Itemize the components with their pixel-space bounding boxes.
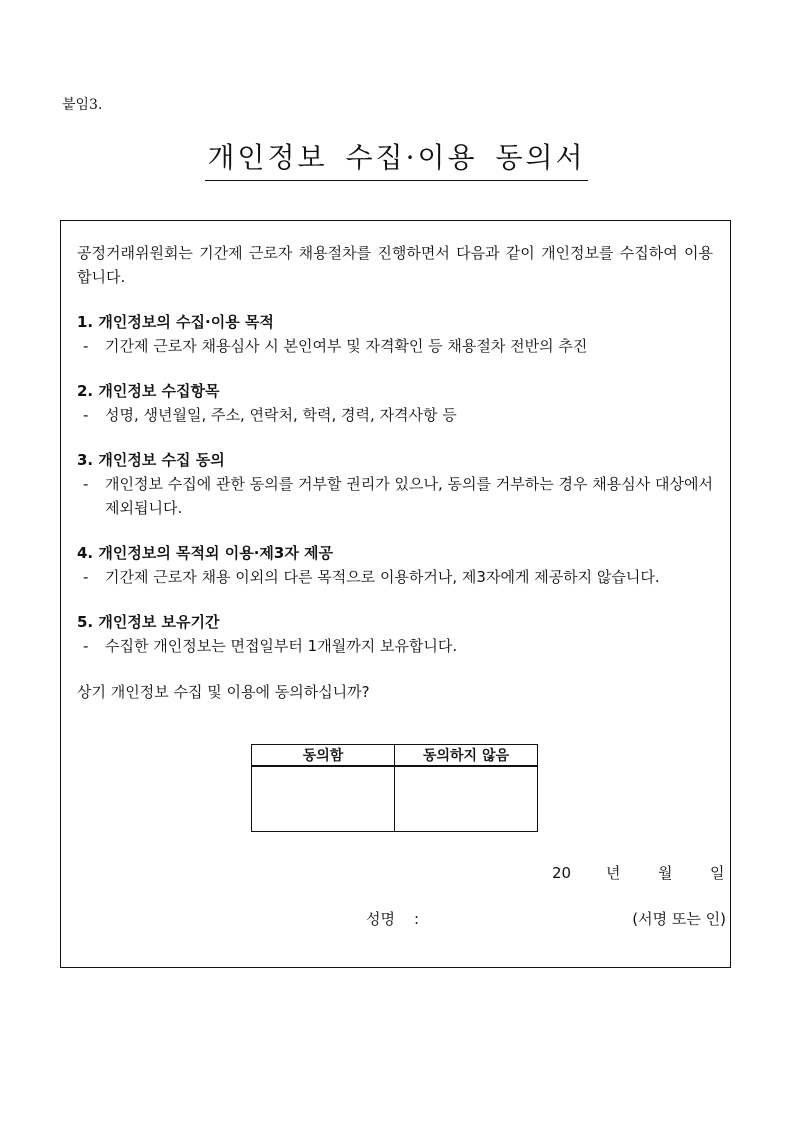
section-bullet: - 기간제 근로자 채용심사 시 본인여부 및 자격확인 등 채용절차 전반의 추진 <box>83 337 588 355</box>
agree-header: 동의함 <box>252 745 395 767</box>
document-title: 개인정보 수집·이용 동의서 <box>205 138 587 181</box>
disagree-mark-cell[interactable] <box>395 766 538 832</box>
month-label: 월 <box>658 864 673 882</box>
sign-hint: (서명 또는 인) <box>632 910 726 928</box>
section-consent <box>77 448 713 520</box>
section-bullet: - 개인정보 수집에 관한 동의를 거부할 권리가 있으나, 동의를 거부하는 경우 채용심사 대상에서 제외됩니다. <box>83 475 713 517</box>
year-prefix: 20 <box>552 864 572 882</box>
section-title: 5. 개인정보 보유기간 <box>77 613 220 631</box>
consent-question: 상기 개인정보 수집 및 이용에 동의하십니까? <box>77 683 370 701</box>
section-items <box>77 379 713 427</box>
section-bullet: - 기간제 근로자 채용 이외의 다른 목적으로 이용하거나, 제3자에게 제공하지 않습니다. <box>83 568 660 586</box>
section-title: 4. 개인정보의 목적외 이용·제3자 제공 <box>77 544 334 562</box>
section-bullet: - 성명, 생년월일, 주소, 연락처, 학력, 경력, 자격사항 등 <box>83 406 457 424</box>
name-label: 성명 <box>366 910 395 928</box>
section-third-party <box>77 541 713 589</box>
section-bullet: - 수집한 개인정보는 면접일부터 1개월까지 보유합니다. <box>83 637 458 655</box>
consent-form-frame <box>60 220 731 968</box>
day-label: 일 <box>710 864 725 882</box>
year-label: 년 <box>606 864 621 882</box>
intro-text: 공정거래위원회는 기간제 근로자 채용절차를 진행하면서 다음과 같이 개인정보를 수집하여 이용합니다. <box>77 244 713 286</box>
section-purpose <box>77 310 713 358</box>
section-title: 1. 개인정보의 수집·이용 목적 <box>77 313 274 331</box>
form-content <box>77 241 713 719</box>
agree-mark-cell[interactable] <box>252 766 395 832</box>
signature-row <box>366 907 726 931</box>
attachment-label: 붙임3. <box>62 97 103 113</box>
date-row <box>552 861 726 885</box>
name-colon: : <box>414 910 420 928</box>
consent-table <box>251 744 538 832</box>
section-retention <box>77 610 713 658</box>
section-title: 3. 개인정보 수집 동의 <box>77 451 225 469</box>
disagree-header: 동의하지 않음 <box>395 745 538 767</box>
section-title: 2. 개인정보 수집항목 <box>77 382 220 400</box>
document-title-wrap <box>0 138 793 181</box>
